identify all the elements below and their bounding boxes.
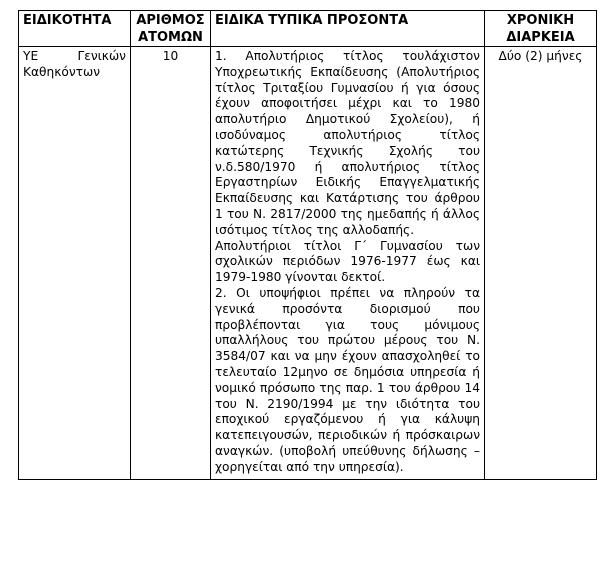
cell-duration: Δύο (2) μήνες xyxy=(485,47,597,480)
cell-qualifications xyxy=(211,47,485,480)
qualification-paragraph-1: 1. Απολυτήριος τίτλος τουλάχιστον Υποχρεωτικής Εκπαίδευσης (Απολυτήριος τίτλος Τριταξίου Γυμνασίου ή για όσους έχουν αποφοιτήσει μέχρι και το 1980 απολυτήριο Δημοτικού Σχολείου), ή ισοδύναμος απολυτήριος τίτλος κατώτερης Τεχνικής Σχολής του ν.δ.580/1970 ή απολυτήριος τίτλος Εργαστηρίων Ειδικής Επαγγελματικής Εκπαίδευσης και Κατάρτισης του άρθρου 1 του Ν. 2817/2000 της ημεδαπής ή άλλος ισότιμος τίτλος της αλλοδαπής. xyxy=(215,49,480,237)
header-qualifications: ΕΙΔΙΚΑ ΤΥΠΙΚΑ ΠΡΟΣΟΝΤΑ xyxy=(211,11,485,47)
header-specialty: ΕΙΔΙΚΟΤΗΤΑ xyxy=(19,11,131,47)
header-persons-line2: ΑΤΟΜΩΝ xyxy=(138,30,203,45)
header-persons xyxy=(131,11,211,47)
header-duration-line1: ΧΡΟΝΙΚΗ xyxy=(506,13,575,28)
table-header-row xyxy=(19,11,597,47)
qualifications-table xyxy=(18,10,597,480)
header-duration-line2: ΔΙΑΡΚΕΙΑ xyxy=(506,30,575,45)
table-row xyxy=(19,47,597,480)
cell-specialty: ΥΕ Γενικών Καθηκόντων xyxy=(19,47,131,480)
header-duration xyxy=(485,11,597,47)
cell-persons: 10 xyxy=(131,47,211,480)
header-persons-line1: ΑΡΙΘΜΟΣ xyxy=(136,13,205,28)
qualification-paragraph-2: 2. Οι υποψήφιοι πρέπει να πληρούν τα γενικά προσόντα διορισμού που προβλέπονται για τους μόνιμους υπαλλήλους του πρώτου μέρους του Ν. 3584/07 και να μην έχουν απασχοληθεί το τελευταίο 12μηνο σε δημόσια υπηρεσία ή νομικό πρόσωπο της παρ. 1 του άρθρου 14 του Ν. 2190/1994 με την ιδιότητα του εποχικού εργαζόμενου ή για κάλυψη κατεπειγουσών, περιοδικών ή πρόσκαιρων αναγκών. (υποβολή υπεύθυνης δήλωσης – χορηγείται από την υπηρεσία). xyxy=(215,285,480,474)
qualification-paragraph-1b: Απολυτήριοι τίτλοι Γ΄ Γυμνασίου των σχολικών περιόδων 1976-1977 έως και 1979-1980 γίνονται δεκτοί. xyxy=(215,238,480,285)
